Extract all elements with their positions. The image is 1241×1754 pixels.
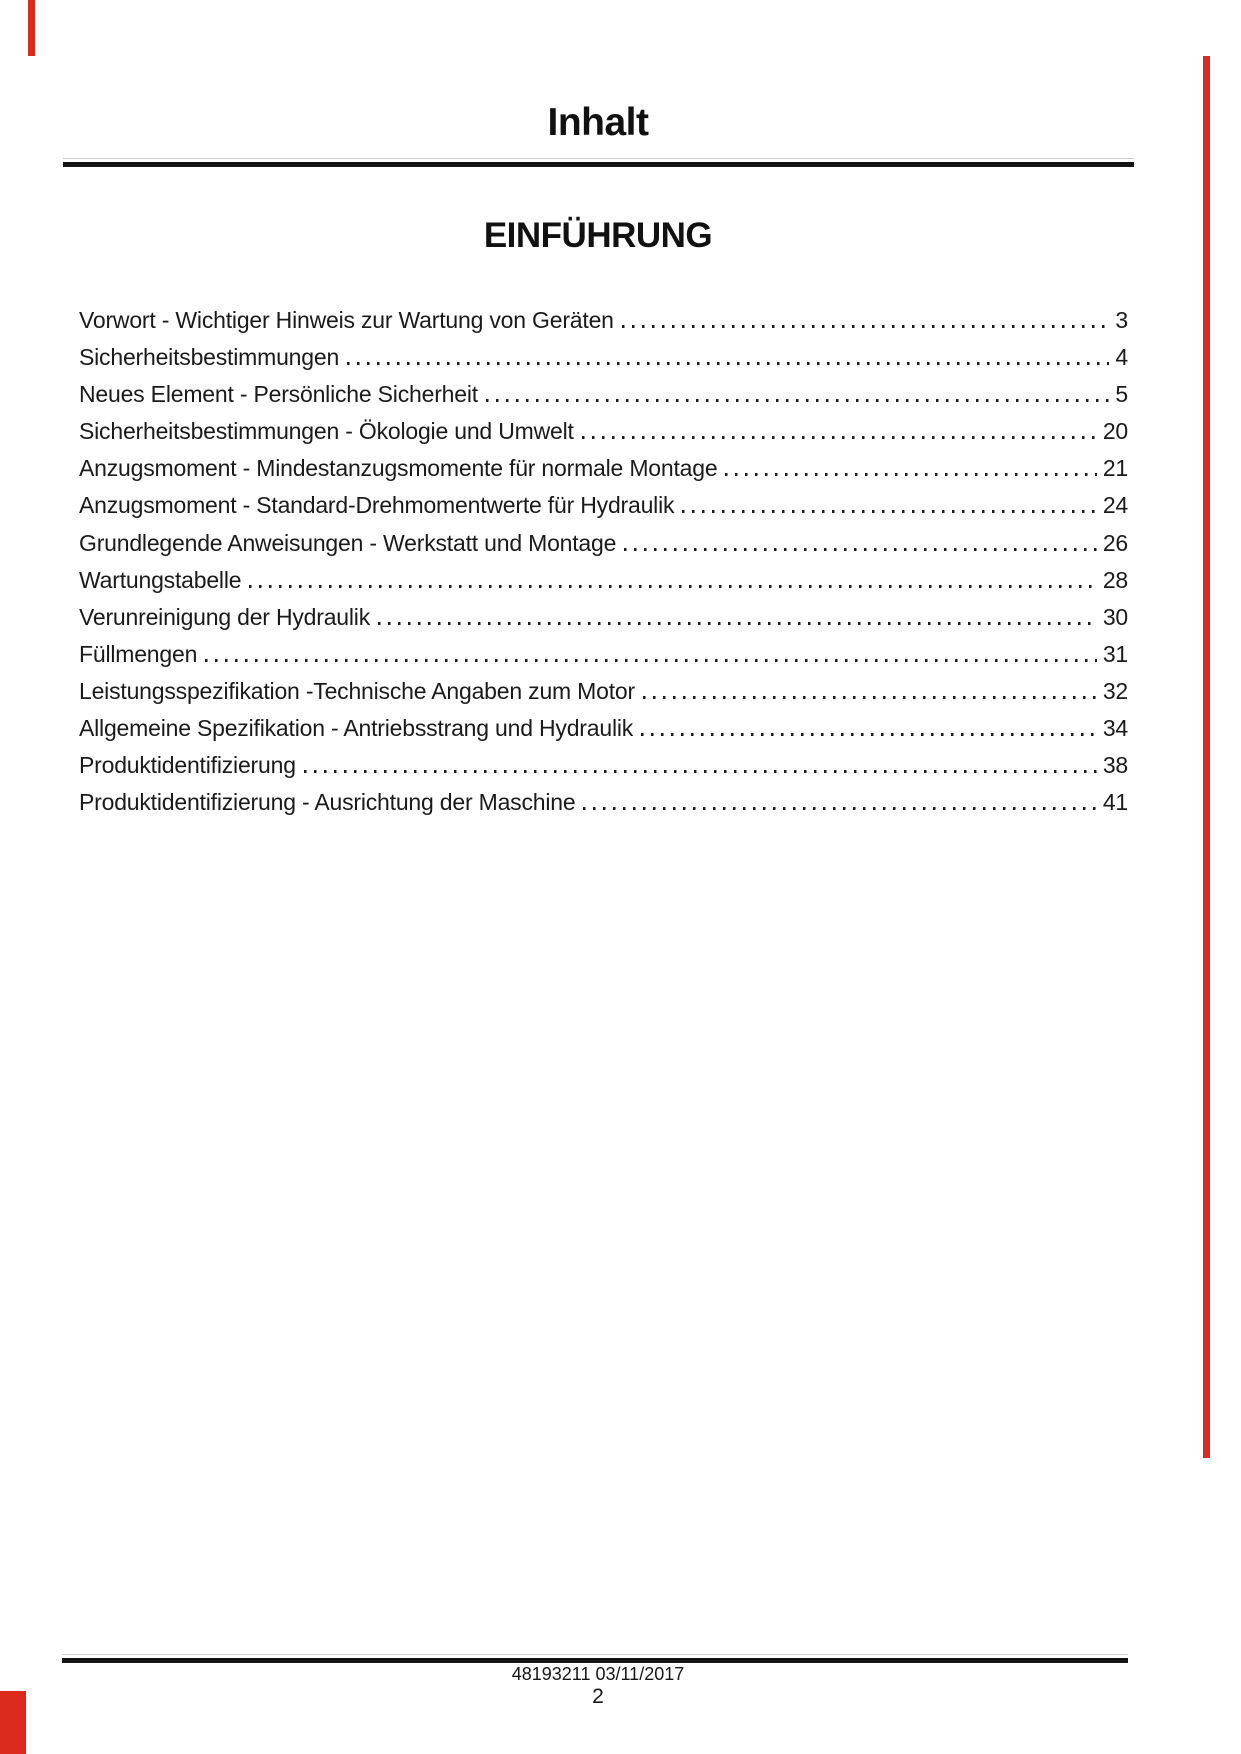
toc-entry-page-number: 41 [1102, 789, 1128, 816]
footer-rule-hairline [62, 1654, 1128, 1655]
toc-dot-leader [486, 399, 1109, 402]
toc-dot-leader [643, 696, 1097, 699]
toc-dot-leader [624, 548, 1097, 551]
toc-entry-label: Allgemeine Spezifikation - Antriebsstrang und Hydraulik [79, 715, 634, 742]
title-rule-hairline [63, 158, 1134, 159]
toc-entry-label: Füllmengen [79, 640, 198, 667]
toc-dot-leader [378, 622, 1097, 625]
toc-entry[interactable] [79, 567, 1128, 604]
footer-page-number: 2 [592, 1685, 604, 1708]
toc-entry[interactable] [79, 752, 1128, 789]
toc-entry[interactable] [79, 455, 1128, 492]
red-edge-line-right [1203, 56, 1210, 1458]
toc-entry-label: Anzugsmoment - Mindestanzugsmomente für normale Montage [79, 455, 718, 482]
toc-entry[interactable] [79, 604, 1128, 641]
toc-entry-page-number: 26 [1102, 529, 1128, 556]
toc-entry[interactable] [79, 418, 1128, 455]
toc-list [79, 307, 1128, 826]
toc-entry[interactable] [79, 530, 1128, 567]
footer-doc-code: 48193211 03/11/2017 [511, 1664, 685, 1684]
toc-dot-leader [682, 510, 1097, 513]
toc-dot-leader [622, 325, 1110, 328]
footer-rule [62, 1654, 1128, 1663]
toc-entry[interactable] [79, 492, 1128, 529]
toc-entry-page-number: 34 [1102, 715, 1128, 742]
toc-entry-label: Grundlegende Anweisungen - Werkstatt und Montage [79, 529, 617, 556]
toc-dot-leader [249, 585, 1096, 588]
toc-entry[interactable] [79, 789, 1128, 826]
toc-entry-label: Produktidentifizierung [79, 752, 296, 779]
toc-dot-leader [582, 436, 1097, 439]
toc-entry-page-number: 21 [1102, 455, 1128, 482]
title-rule [63, 158, 1134, 167]
toc-dot-leader [304, 770, 1097, 773]
toc-entry[interactable] [79, 715, 1128, 752]
toc-entry-label: Sicherheitsbestimmungen - Ökologie und Umwelt [79, 418, 574, 445]
toc-entry[interactable] [79, 641, 1128, 678]
toc-entry-label: Produktidentifizierung - Ausrichtung der Maschine [79, 789, 576, 816]
toc-entry-page-number: 4 [1115, 344, 1128, 371]
section-heading: EINFÜHRUNG [483, 216, 713, 255]
toc-entry-label: Neues Element - Persönliche Sicherheit [79, 381, 478, 408]
toc-entry[interactable] [79, 678, 1128, 715]
title-rule-bar [63, 162, 1134, 167]
toc-entry-page-number: 30 [1102, 603, 1128, 630]
toc-entry-page-number: 20 [1102, 418, 1128, 445]
toc-dot-leader [205, 659, 1097, 662]
toc-entry-label: Vorwort - Wichtiger Hinweis zur Wartung von Geräten [79, 307, 614, 333]
toc-entry[interactable] [79, 344, 1128, 381]
toc-entry-page-number: 28 [1102, 566, 1128, 593]
toc-entry-label: Sicherheitsbestimmungen [79, 344, 340, 371]
toc-entry-page-number: 3 [1115, 307, 1128, 333]
toc-dot-leader [583, 807, 1096, 810]
toc-entry-page-number: 5 [1115, 381, 1128, 408]
toc-dot-leader [641, 733, 1097, 736]
toc-entry-page-number: 32 [1102, 677, 1128, 704]
red-edge-mark-bottom-left [0, 1691, 26, 1754]
toc-entry-page-number: 38 [1102, 752, 1128, 779]
toc-entry[interactable] [79, 381, 1128, 418]
toc-entry-page-number: 31 [1102, 640, 1128, 667]
toc-dot-leader [347, 362, 1109, 365]
toc-entry-label: Verunreinigung der Hydraulik [79, 603, 371, 630]
toc-entry-page-number: 24 [1102, 492, 1128, 519]
toc-entry[interactable] [79, 307, 1128, 344]
toc-entry-label: Anzugsmoment - Standard-Drehmomentwerte für Hydraulik [79, 492, 675, 519]
footer-rule-bar [62, 1658, 1128, 1663]
red-edge-mark-top-left [28, 0, 35, 56]
toc-dot-leader [725, 473, 1096, 476]
toc-entry-label: Leistungsspezifikation -Technische Angaben zum Motor [79, 677, 635, 704]
toc-entry-label: Wartungstabelle [79, 566, 242, 593]
page-title: Inhalt [547, 101, 649, 144]
